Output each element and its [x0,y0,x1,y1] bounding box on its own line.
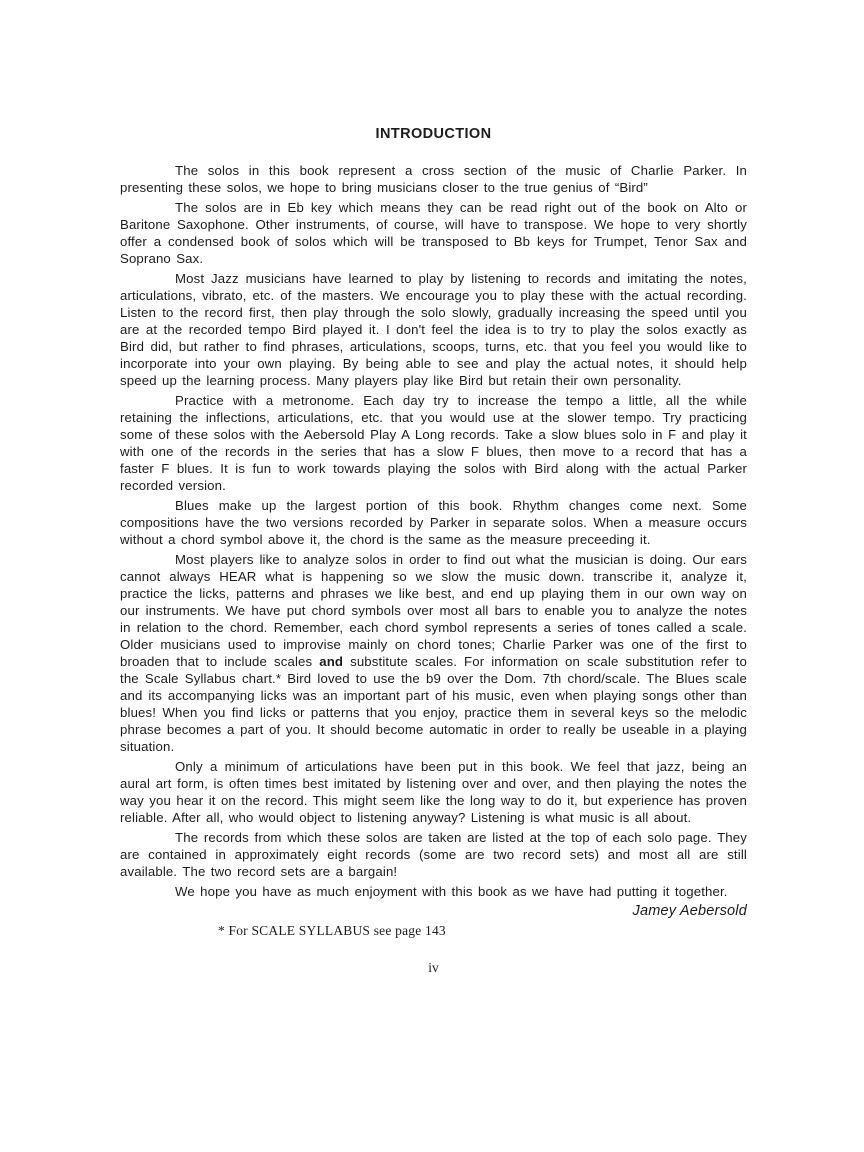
scale-syllabus-footnote: * For SCALE SYLLABUS see page 143 [218,923,446,938]
author-signature: Jamey Aebersold [632,903,747,919]
paragraph: Most Jazz musicians have learned to play by listening to records and imitating the notes, articulations, vibrato, etc. of the masters. We encourage you to play these with the actual recording. Listen to the record first, then play through the solo slowly, gradually increasing the speed until you are at the recorded tempo Bird played it. I don't feel the idea is to try to play the solos exactly as Bird did, but rather to find phrases, articulations, scoops, turns, etc. that you feel you would like to incorporate into your own playing. By being able to see and play the actual notes, it should help speed up the learning process. Many players play like Bird but retain their own personality. [120,271,747,388]
paragraph: Most players like to analyze solos in order to find out what the musician is doing. Our ears cannot always HEAR what is happening so we slow the music down. transcribe it, analyze it, practice the licks, patterns and phrases we like best, and end up playing them in our own way on our instruments. We have put chord symbols over most all bars to enable you to analyze the notes in relation to the chord. Remember, each chord symbol represents a series of tones called a scale. Older musicians used to improvise mainly on chord tones; Charlie Parker was one of the first to broaden that to include scales and substitute scales. For information on scale substitution refer to the Scale Syllabus chart.* Bird loved to use the b9 over the Dom. 7th chord/scale. The Blues scale and its accompanying licks was an important part of his music, even when playing songs other than blues! When you find licks or patterns that you enjoy, practice them in several keys so the melodic phrase becomes a part of you. It should become automatic in order to really be useable in a playing situation. [120,552,747,754]
paragraph: Blues make up the largest portion of this book. Rhythm changes come next. Some compositions have the two versions recorded by Parker in separate solos. When a measure occurs without a chord symbol above it, the chord is the same as the measure preceeding it. [120,498,747,547]
paragraph: Only a minimum of articulations have been put in this book. We feel that jazz, being an aural art form, is often times best imitated by listening over and over, and then playing the notes the way you hear it on the record. This might seem like the long way to do it, but experience has proven reliable. After all, who would object to listening anyway? Listening is what music is all about. [120,759,747,825]
paragraph: The solos in this book represent a cross section of the music of Charlie Parker. In presenting these solos, we hope to bring musicians closer to the true genius of “Bird” [120,163,747,195]
paragraph: Practice with a metronome. Each day try to increase the tempo a little, all the while retaining the inflections, articulations, etc. that you would use at the slower tempo. Try practicing some of these solos with the Aebersold Play A Long records. Take a slow blues solo in F and play it with one of the records in the series that has a slow F blues, then move to a record that has a faster F blues. It is fun to work towards playing the solos with Bird along with the actual Parker recorded version. [120,393,747,493]
page-content [120,126,747,976]
paragraph: The solos are in Eb key which means they can be read right out of the book on Alto or Baritone Saxophone. Other instruments, of course, will have to transpose. We hope to very shortly offer a condensed book of solos which will be transposed to Bb keys for Trumpet, Tenor Sax and Soprano Sax. [120,200,747,266]
paragraph: The records from which these solos are taken are listed at the top of each solo page. They are contained in approximately eight records (some are two record sets) and most all are still available. The two record sets are a bargain! [120,830,747,879]
body-text [120,162,747,900]
paragraph: We hope you have as much enjoyment with this book as we have had putting it together. [175,884,728,899]
page-title: INTRODUCTION [375,126,492,142]
page-number: iv [428,960,439,975]
